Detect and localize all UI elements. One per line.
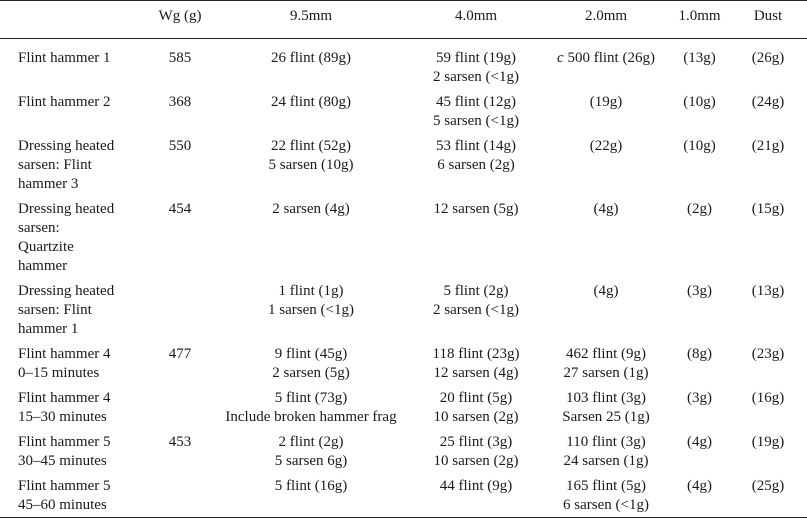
cell-2-0mm: (4g) — [593, 201, 619, 217]
cell-2-0mm: (19g) — [589, 94, 623, 110]
cell-weight — [148, 278, 212, 341]
cell-dust: (23g) — [751, 346, 785, 362]
cell-dust: (25g) — [729, 473, 807, 518]
cell-2-0mm-value: 500 flint (26g) — [567, 50, 655, 66]
header-1-0mm: 1.0mm — [670, 1, 729, 39]
cell-dust: (21g) — [751, 138, 785, 154]
row-label: Dressing heated sarsen: Quartzite hammer — [18, 201, 115, 274]
cell-1-0mm: (3g) — [687, 283, 712, 299]
cell-4-0mm: 25 flint (3g) 10 sarsen (2g) — [433, 434, 519, 469]
cell-2-0mm: (4g) — [593, 283, 619, 299]
cell-4-0mm: 53 flint (14g) 6 sarsen (2g) — [436, 138, 516, 173]
cell-weight: 454 — [168, 201, 192, 217]
header-label — [0, 1, 148, 39]
cell-9-5mm: 24 flint (80g) — [271, 94, 351, 110]
cell-dust: (24g) — [751, 94, 785, 110]
header-weight: Wg (g) — [148, 1, 212, 39]
cell-4-0mm: 59 flint (19g) 2 sarsen (<1g) — [433, 50, 519, 85]
cell-2-0mm: 103 flint (3g) Sarsen 25 (1g) — [562, 390, 650, 425]
cell-9-5mm: 5 flint (73g) Include broken hammer frag — [225, 390, 397, 425]
row-label: Dressing heated sarsen: Flint hammer 1 — [18, 283, 115, 337]
cell-1-0mm: (3g) — [687, 390, 712, 406]
cell-1-0mm: (2g) — [687, 201, 712, 217]
cell-dust: (26g) — [751, 50, 785, 66]
header-2-0mm: 2.0mm — [542, 1, 670, 39]
cell-1-0mm: (4g) — [670, 473, 729, 518]
table-row — [0, 473, 807, 518]
cell-dust: (19g) — [751, 434, 785, 450]
cell-4-0mm: 5 flint (2g) 2 sarsen (<1g) — [433, 283, 519, 318]
cell-9-5mm: 26 flint (89g) — [271, 50, 351, 66]
table-row — [0, 196, 807, 278]
table-row — [0, 385, 807, 429]
circa-text: c — [557, 50, 564, 66]
cell-1-0mm: (4g) — [687, 434, 712, 450]
header-9-5mm: 9.5mm — [212, 1, 410, 39]
cell-weight — [148, 473, 212, 518]
cell-1-0mm: (13g) — [683, 50, 716, 66]
cell-2-0mm: 462 flint (9g) 27 sarsen (1g) — [563, 346, 649, 381]
cell-dust: (15g) — [751, 201, 785, 217]
cell-2-0mm: (22g) — [589, 138, 623, 154]
cell-weight: 477 — [168, 346, 192, 362]
cell-weight: 368 — [168, 94, 192, 110]
table-row — [0, 89, 807, 133]
cell-4-0mm: 44 flint (9g) — [410, 473, 542, 518]
row-label: Flint hammer 4 0–15 minutes — [18, 346, 111, 381]
cell-1-0mm: (10g) — [683, 94, 716, 110]
table-row — [0, 39, 807, 90]
table-row — [0, 278, 807, 341]
cell-weight — [148, 385, 212, 429]
cell-4-0mm: 20 flint (5g) 10 sarsen (2g) — [433, 390, 519, 425]
cell-1-0mm: (8g) — [687, 346, 712, 362]
header-dust: Dust — [729, 1, 807, 39]
table-header — [0, 1, 807, 39]
header-4-0mm: 4.0mm — [410, 1, 542, 39]
row-label: Dressing heated sarsen: Flint hammer 3 — [18, 138, 115, 192]
cell-9-5mm: 2 sarsen (4g) — [272, 201, 350, 217]
cell-4-0mm: 12 sarsen (5g) — [433, 201, 519, 217]
cell-2-0mm: 110 flint (3g) 24 sarsen (1g) — [563, 434, 649, 469]
cell-2-0mm — [542, 39, 670, 90]
row-label: Flint hammer 4 15–30 minutes — [18, 390, 111, 425]
table-row — [0, 133, 807, 196]
table-body — [0, 39, 807, 518]
row-label: Flint hammer 5 45–60 minutes — [0, 473, 148, 518]
cell-9-5mm: 22 flint (52g) 5 sarsen (10g) — [268, 138, 354, 173]
cell-weight: 453 — [168, 434, 192, 450]
cell-2-0mm: 165 flint (5g) 6 sarsen (<1g) — [542, 473, 670, 518]
header-row — [0, 1, 807, 39]
cell-1-0mm: (10g) — [683, 138, 716, 154]
cell-9-5mm: 5 flint (16g) — [212, 473, 410, 518]
cell-weight: 550 — [168, 138, 192, 154]
cell-dust: (16g) — [751, 390, 785, 406]
row-label: Flint hammer 1 — [18, 50, 111, 66]
row-label: Flint hammer 2 — [18, 94, 111, 110]
table-row — [0, 341, 807, 385]
cell-9-5mm: 2 flint (2g) 5 sarsen 6g) — [274, 434, 348, 469]
table-row — [0, 429, 807, 473]
cell-9-5mm: 9 flint (45g) 2 sarsen (5g) — [272, 346, 350, 381]
cell-4-0mm: 45 flint (12g) 5 sarsen (<1g) — [433, 94, 519, 129]
cell-dust: (13g) — [751, 283, 785, 299]
row-label: Flint hammer 5 30–45 minutes — [18, 434, 111, 469]
cell-9-5mm: 1 flint (1g) 1 sarsen (<1g) — [268, 283, 354, 318]
cell-weight: 585 — [168, 50, 192, 66]
cell-4-0mm: 118 flint (23g) 12 sarsen (4g) — [432, 346, 520, 381]
